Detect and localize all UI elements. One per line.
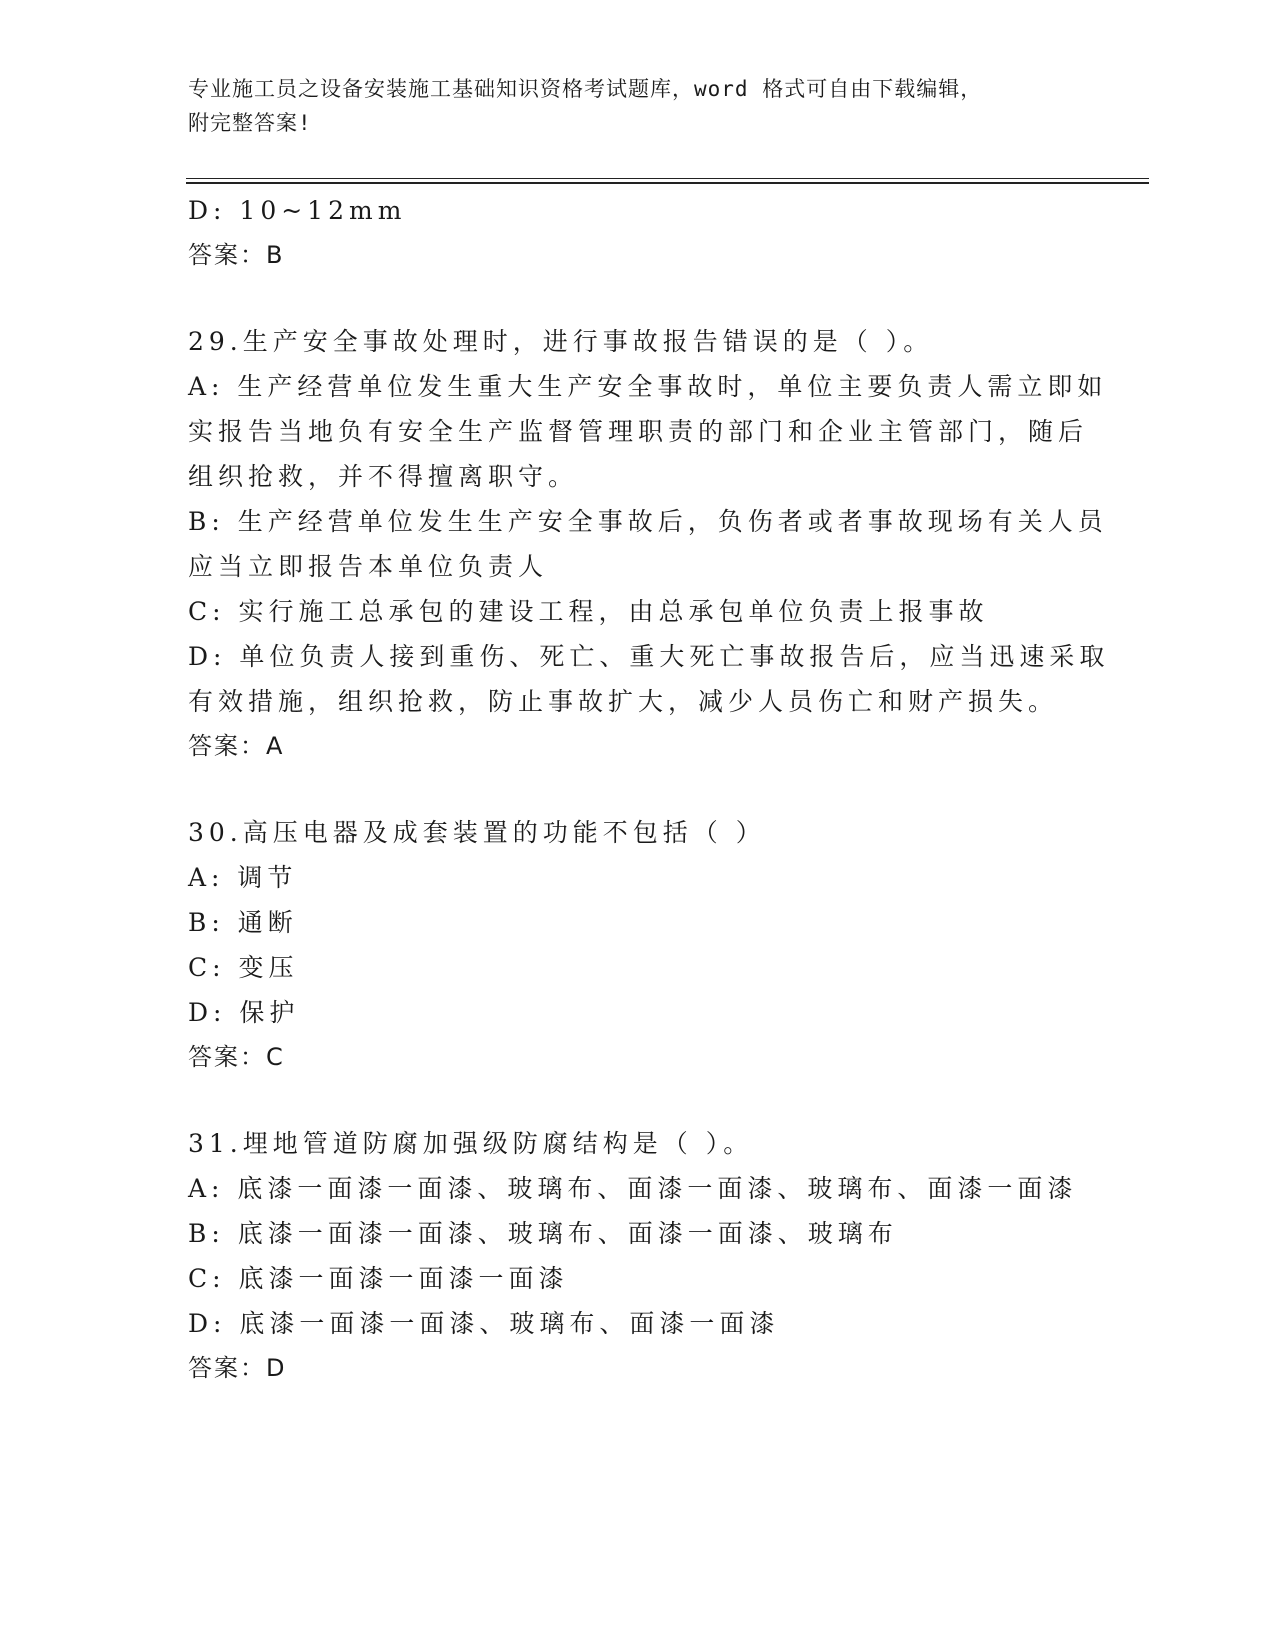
option-a: A: 底漆一面漆一面漆、玻璃布、面漆一面漆、玻璃布、面漆一面漆: [188, 1174, 1078, 1203]
question-list: [188, 188, 1110, 1391]
header-divider-thin: [186, 178, 1149, 179]
answer-line: 答案：A: [188, 732, 285, 760]
question-29: [188, 319, 1110, 769]
option-d-line-2: 有效措施，组织抢救，防止事故扩大，减少人员伤亡和财产损失。: [188, 687, 1059, 716]
option-b: B: 通断: [188, 908, 298, 937]
question-stem: 29.生产安全事故处理时，进行事故报告错误的是（ ）。: [188, 327, 934, 356]
header-line-1: 专业施工员之设备安装施工基础知识资格考试题库，word 格式可自由下载编辑，: [188, 77, 983, 101]
option-b: B: 底漆一面漆一面漆、玻璃布、面漆一面漆、玻璃布: [188, 1219, 898, 1248]
option-d: D: 10~12mm: [188, 196, 407, 225]
option-d-line-1: D: 单位负责人接到重伤、死亡、重大死亡事故报告后，应当迅速采取: [188, 642, 1110, 671]
option-b-line-1: B: 生产经营单位发生生产安全事故后，负伤者或者事故现场有关人员: [188, 507, 1108, 536]
option-a-line-2: 实报告当地负有安全生产监督管理职责的部门和企业主管部门，随后: [188, 417, 1089, 446]
option-a-line-1: A: 生产经营单位发生重大生产安全事故时，单位主要负责人需立即如: [188, 372, 1108, 401]
option-d: D: 保护: [188, 998, 300, 1027]
option-a-line-3: 组织抢救，并不得擅离职守。: [188, 462, 579, 491]
question-stem: 31.埋地管道防腐加强级防腐结构是（ ）。: [188, 1129, 754, 1158]
option-d: D: 底漆一面漆一面漆、玻璃布、面漆一面漆: [188, 1309, 780, 1338]
option-a: A: 调节: [188, 863, 298, 892]
header-divider-thick: [186, 182, 1149, 184]
spacer: [188, 1080, 1088, 1121]
answer-line: 答案：C: [188, 1043, 285, 1071]
answer-line: 答案：B: [188, 241, 285, 269]
document-header: [188, 72, 1068, 140]
question-stem: 30.高压电器及成套装置的功能不包括（ ）: [188, 818, 766, 847]
header-line-2: 附完整答案!: [188, 111, 312, 135]
previous-question-tail: [188, 188, 1088, 278]
option-b-line-2: 应当立即报告本单位负责人: [188, 552, 549, 581]
spacer: [188, 278, 1088, 319]
answer-line: 答案：D: [188, 1354, 287, 1382]
option-c: C: 实行施工总承包的建设工程，由总承包单位负责上报事故: [188, 597, 989, 626]
spacer: [188, 769, 1088, 810]
question-30: [188, 810, 1088, 1080]
option-c: C: 底漆一面漆一面漆一面漆: [188, 1264, 569, 1293]
question-31: [188, 1121, 1088, 1391]
option-c: C: 变压: [188, 953, 299, 982]
